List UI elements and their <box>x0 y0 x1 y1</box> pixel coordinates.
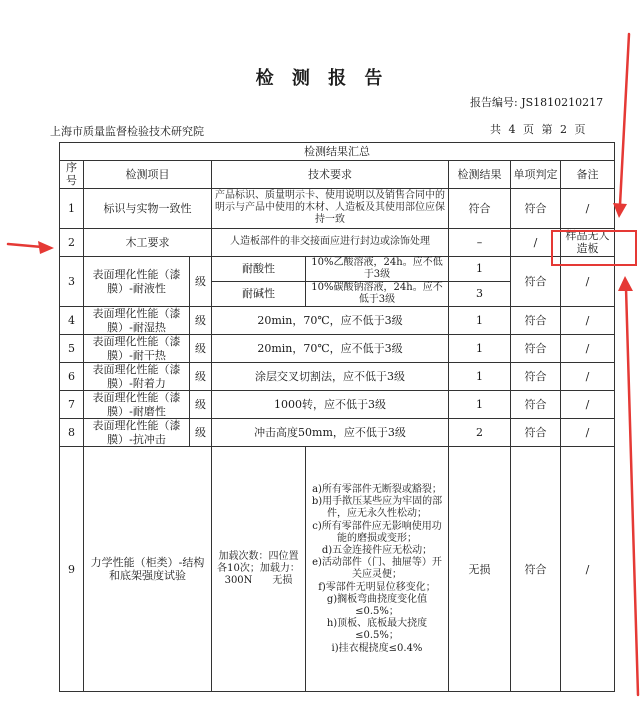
row-requirement: 20min，70℃，应不低于3级 <box>212 307 449 335</box>
arrow-right-icon <box>8 241 54 254</box>
sub-item-name: 耐碱性 <box>212 282 306 307</box>
row-requirement: 冲击高度50mm，应不低于3级 <box>212 419 449 447</box>
row-seq: 2 <box>60 228 84 256</box>
organization-name: 上海市质量监督检验技术研究院 <box>50 125 204 138</box>
row-judgement: 符合 <box>511 256 561 307</box>
requirement-line: c)所有零部件应无影响使用功能的磨损或变形； <box>312 520 442 544</box>
row-seq: 4 <box>60 307 84 335</box>
col-req-header: 技术要求 <box>212 161 449 189</box>
requirement-line: g)搁板弯曲挠度变化值≤0.5%； <box>326 593 428 617</box>
row-judgement: 符合 <box>511 419 561 447</box>
row-seq: 1 <box>60 188 84 228</box>
requirement-line: a)所有零部件无断裂或豁裂； <box>312 484 442 496</box>
row-item: 表面理化性能（漆膜）-耐湿热 <box>84 307 190 335</box>
row-note: / <box>561 363 615 391</box>
arrow-up-icon <box>618 276 638 695</box>
row-requirement: 10%乙酸溶液，24h。应不低于3级 <box>306 256 449 281</box>
report-title: 检 测 报 告 <box>255 68 389 89</box>
row-result: 2 <box>449 419 511 447</box>
row-requirement: 人造板部件的非交接面应进行封边或涂饰处理 <box>212 228 449 256</box>
row-seq: 9 <box>60 447 84 692</box>
row-result: 符合 <box>449 188 511 228</box>
row-result: 1 <box>449 391 511 419</box>
row-judgement: 符合 <box>511 307 561 335</box>
col-result-header: 检测结果 <box>449 161 511 189</box>
row-item: 标识与实物一致性 <box>84 188 212 228</box>
table-caption: 检测结果汇总 <box>60 143 615 161</box>
row-requirement: 20min，70℃，应不低于3级 <box>212 335 449 363</box>
row-unit: 级 <box>190 391 212 419</box>
row-note: / <box>561 335 615 363</box>
row-load-condition: 加载次数：四位置各10次；加载力：300N 无损 <box>212 447 306 692</box>
row-item: 表面理化性能（漆膜）-耐液性 <box>84 256 190 307</box>
row-unit: 级 <box>190 363 212 391</box>
row-judgement: 符合 <box>511 447 561 692</box>
requirement-line: f)零部件无明显位移变化； <box>318 581 436 593</box>
requirement-line: e)活动部件（门、抽屉等）开关应灵便； <box>312 557 442 581</box>
col-item-header: 检测项目 <box>84 161 212 189</box>
row-note: / <box>561 188 615 228</box>
row-unit: 级 <box>190 335 212 363</box>
row-judgement: / <box>511 228 561 256</box>
row-note: / <box>561 447 615 692</box>
row-result: – <box>449 228 511 256</box>
row-seq: 8 <box>60 419 84 447</box>
row-seq: 6 <box>60 363 84 391</box>
col-judge-header: 单项判定 <box>511 161 561 189</box>
row-result: 1 <box>449 307 511 335</box>
row-item: 表面理化性能（漆膜）-抗冲击 <box>84 419 190 447</box>
row-judgement: 符合 <box>511 363 561 391</box>
row-note: / <box>561 391 615 419</box>
row-result: 1 <box>449 363 511 391</box>
report-number: 报告编号: JS1810210217 <box>470 96 604 109</box>
row-judgement: 符合 <box>511 188 561 228</box>
row-requirement: 10%碳酸钠溶液，24h。应不低于3级 <box>306 282 449 307</box>
row-seq: 5 <box>60 335 84 363</box>
requirement-line: b)用手揿压某些应为牢固的部件，应无永久性松动； <box>311 496 443 520</box>
page-indicator: 共 4 页 第 2 页 <box>490 123 586 136</box>
arrow-down-icon <box>613 34 629 218</box>
sub-item-name: 耐酸性 <box>212 256 306 281</box>
row-requirement: 涂层交叉切割法，应不低于3级 <box>212 363 449 391</box>
row-result: 3 <box>449 282 511 307</box>
row-unit: 级 <box>190 419 212 447</box>
row-item: 力学性能（柜类）-结构和底架强度试验 <box>84 447 212 692</box>
row-result: 1 <box>449 335 511 363</box>
row-note: / <box>561 256 615 307</box>
row-result: 1 <box>449 256 511 281</box>
row-requirement: 1000转，应不低于3级 <box>212 391 449 419</box>
row-note: / <box>561 307 615 335</box>
row-seq: 3 <box>60 256 84 307</box>
row-note: / <box>561 419 615 447</box>
row-note: 样品无人造板 <box>561 228 615 256</box>
col-note-header: 备注 <box>561 161 615 189</box>
row-result: 无损 <box>449 447 511 692</box>
row-item: 表面理化性能（漆膜）-耐磨性 <box>84 391 190 419</box>
row-item: 木工要求 <box>84 228 212 256</box>
requirement-line: d)五金连接件应无松动； <box>321 545 433 556</box>
col-seq-header: 序号 <box>60 161 84 189</box>
requirement-line: i)挂衣棍挠度≤0.4% <box>331 642 423 654</box>
row-item: 表面理化性能（漆膜）-附着力 <box>84 363 190 391</box>
row-judgement: 符合 <box>511 335 561 363</box>
row-unit: 级 <box>190 256 212 307</box>
row-judgement: 符合 <box>511 391 561 419</box>
row-unit: 级 <box>190 307 212 335</box>
row-seq: 7 <box>60 391 84 419</box>
row-requirement: 产品标识、质量明示卡、使用说明以及销售合同中的明示与产品中使用的木材、人造板及其使用部位应保持一致 <box>212 188 449 228</box>
row-item: 表面理化性能（漆膜）-耐干热 <box>84 335 190 363</box>
requirement-line: h)顶板、底板最大挠度≤0.5%； <box>326 618 428 642</box>
